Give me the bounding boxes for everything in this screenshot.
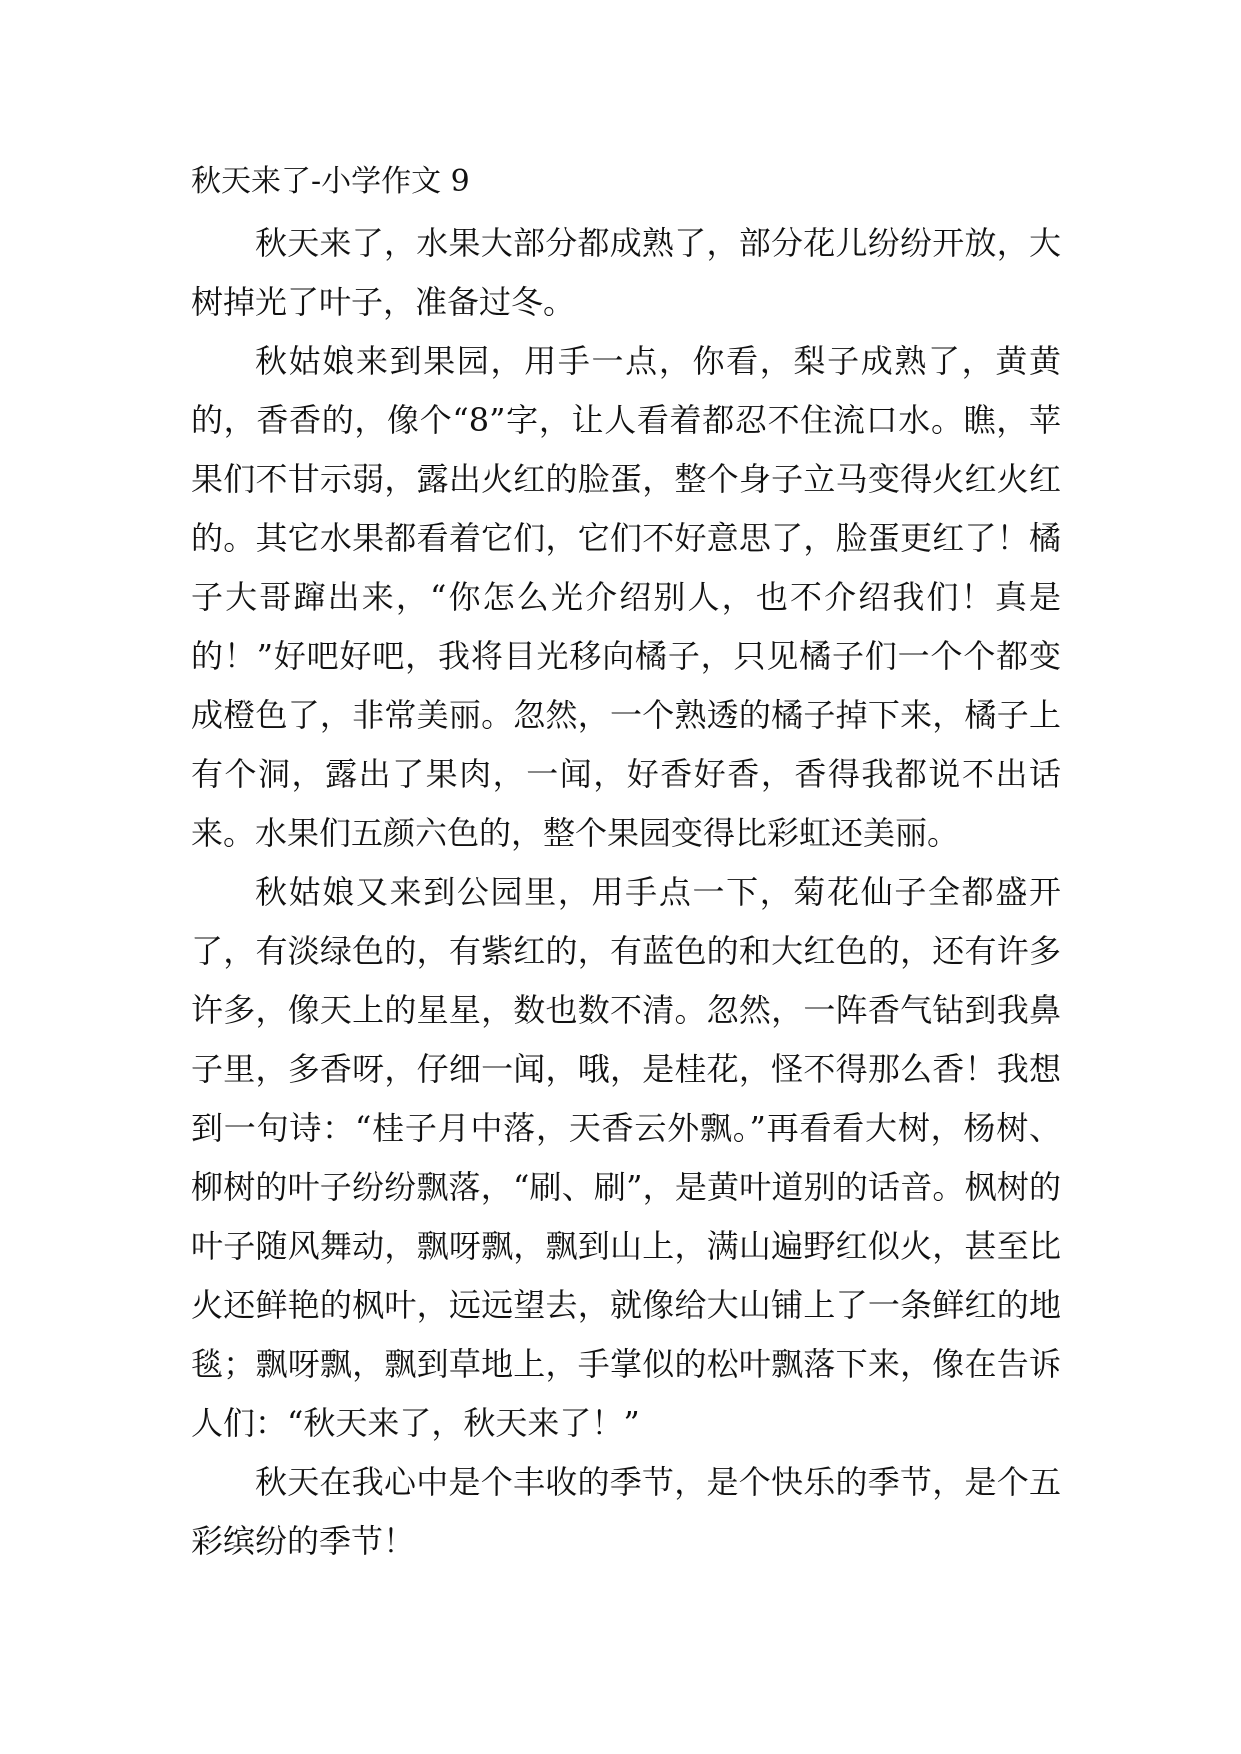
paragraph-park: 秋姑娘又来到公园里，用手点一下，菊花仙子全都盛开了，有淡绿色的，有紫红的，有蓝色的和大红色的，还有许多许多，像天上的星星，数也数不清。忽然，一阵香气钻到我鼻子里，多香呀，仔细一闻，哦，是桂花，怪不得那么香！我想到一句诗：“桂子月中落，天香云外飘。”再看看大树，杨树、柳树的叶子纷纷飘落，“刷、刷”，是黄叶道别的话音。枫树的叶子随风舞动，飘呀飘，飘到山上，满山遍野红似火，甚至比火还鲜艳的枫叶，远远望去，就像给大山铺上了一条鲜红的地毯；飘呀飘，飘到草地上，手掌似的松叶飘落下来，像在告诉人们：“秋天来了，秋天来了！” [191,873,1061,1442]
paragraph-orchard: 秋姑娘来到果园，用手一点，你看，梨子成熟了，黄黄的，香香的，像个“8”字，让人看着都忍不住流口水。瞧，苹果们不甘示弱，露出火红的脸蛋，整个身子立马变得火红火红的。其它水果都看着它们，它们不好意思了，脸蛋更红了！橘子大哥蹿出来，“你怎么光介绍别人，也不介绍我们！真是的！”好吧好吧，我将目光移向橘子，只见橘子们一个个都变成橙色了，非常美丽。忽然，一个熟透的橘子掉下来，橘子上有个洞，露出了果肉，一闻，好香好香，香得我都说不出话来。水果们五颜六色的，整个果园变得比彩虹还美丽。 [191,342,1061,852]
paragraph-conclusion: 秋天在我心中是个丰收的季节，是个快乐的季节，是个五彩缤纷的季节！ [191,1463,1061,1560]
document-title: 秋天来了-小学作文 9 [191,164,470,199]
document-body [191,214,1061,1571]
paragraph-intro: 秋天来了，水果大部分都成熟了，部分花儿纷纷开放，大树掉光了叶子，准备过冬。 [191,224,1061,321]
